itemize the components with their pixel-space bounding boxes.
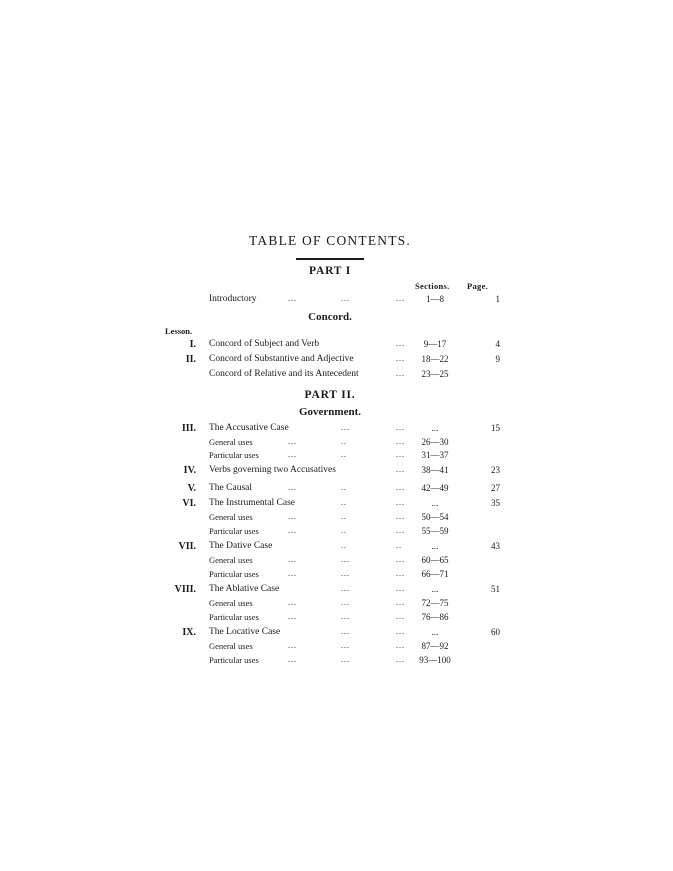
lesson-number: VI. <box>182 498 196 509</box>
leader-dots: ... <box>288 450 297 459</box>
leader-dots: ... <box>288 641 297 650</box>
leader-dots: ... <box>341 555 350 564</box>
leader-dots: ... <box>396 526 405 535</box>
leader-dots: ... <box>341 655 350 664</box>
leader-dots: .. <box>341 450 347 459</box>
leader-dots: ... <box>396 584 405 593</box>
toc-row <box>0 437 673 450</box>
entry-title: Particular uses <box>209 569 259 579</box>
section-range: 93—100 <box>419 655 451 665</box>
entry-title: Particular uses <box>209 612 259 622</box>
lesson-number: III. <box>181 423 196 434</box>
leader-dots: ... <box>341 294 350 303</box>
toc-row <box>0 339 673 352</box>
leader-dots: ... <box>396 627 405 636</box>
leader-dots: .. <box>396 541 402 550</box>
leader-dots: ... <box>396 423 405 432</box>
toc-row <box>0 294 673 307</box>
page-number: 51 <box>491 584 500 594</box>
lesson-column-label: Lesson. <box>165 326 193 336</box>
leader-dots: .. <box>341 526 347 535</box>
section-range: 23—25 <box>421 369 449 379</box>
section-range: 76—86 <box>421 612 449 622</box>
toc-row <box>0 450 673 463</box>
page-number: 60 <box>491 627 500 637</box>
title-rule <box>296 258 364 260</box>
toc-row <box>0 641 673 654</box>
leader-dots: .. <box>341 437 347 446</box>
leader-dots: ... <box>396 369 405 378</box>
leader-dots: ... <box>396 598 405 607</box>
section-range: 18—22 <box>421 354 449 364</box>
section-range: 66—71 <box>421 569 449 579</box>
entry-title: The Causal <box>209 483 253 493</box>
leader-dots: ... <box>341 423 350 432</box>
leader-dots: ... <box>341 612 350 621</box>
leader-dots: ... <box>396 498 405 507</box>
lesson-number: II. <box>185 354 196 365</box>
lesson-number: I. <box>189 339 196 350</box>
part-one-heading: PART I <box>309 265 351 277</box>
section-range: ... <box>431 627 439 637</box>
col-page-heading: Page. <box>467 281 489 291</box>
leader-dots: ... <box>396 483 405 492</box>
entry-title: Particular uses <box>209 526 259 536</box>
leader-dots: ... <box>341 627 350 636</box>
entry-title: The Dative Case <box>209 541 273 551</box>
leader-dots: ... <box>396 339 405 348</box>
entry-title: The Instrumental Case <box>209 498 296 508</box>
toc-row <box>0 369 673 382</box>
leader-dots: .. <box>341 512 347 521</box>
leader-dots: ... <box>341 641 350 650</box>
leader-dots: ... <box>396 555 405 564</box>
leader-dots: ... <box>396 641 405 650</box>
lesson-number: VII. <box>178 541 196 552</box>
toc-row <box>0 541 673 554</box>
leader-dots: ... <box>396 612 405 621</box>
toc-row <box>0 598 673 611</box>
entry-title: Particular uses <box>209 450 259 460</box>
leader-dots: .. <box>341 541 347 550</box>
toc-row <box>0 498 673 511</box>
page-number: 27 <box>491 483 500 493</box>
toc-row <box>0 483 673 496</box>
leader-dots: ... <box>341 584 350 593</box>
page-number: 43 <box>491 541 500 551</box>
entry-title: General uses <box>209 598 253 608</box>
leader-dots: ... <box>341 598 350 607</box>
toc-row <box>0 655 673 668</box>
page-number: 23 <box>491 465 500 475</box>
section-concord-heading: Concord. <box>308 311 352 323</box>
leader-dots: ... <box>288 294 297 303</box>
leader-dots: ... <box>396 465 405 474</box>
section-range: 38—41 <box>421 465 449 475</box>
leader-dots: ... <box>288 598 297 607</box>
toc-row <box>0 512 673 525</box>
leader-dots: ... <box>396 354 405 363</box>
section-range: 42—49 <box>421 483 449 493</box>
page-title: TABLE OF CONTENTS. <box>249 233 411 248</box>
toc-row <box>0 555 673 568</box>
leader-dots: ... <box>396 294 405 303</box>
leader-dots: ... <box>288 526 297 535</box>
leader-dots: ... <box>288 569 297 578</box>
section-government-heading: Government. <box>298 406 361 418</box>
section-range: ... <box>431 498 439 508</box>
section-range: 55—59 <box>421 526 449 536</box>
lesson-number: IX. <box>182 627 196 638</box>
col-sections-heading: Sections. <box>415 281 450 291</box>
leader-dots: ... <box>396 569 405 578</box>
entry-title: The Ablative Case <box>209 584 280 594</box>
section-range: 87—92 <box>421 641 449 651</box>
section-range: 60—65 <box>421 555 449 565</box>
lesson-number: IV. <box>183 465 196 476</box>
leader-dots: ... <box>288 612 297 621</box>
page-number: 1 <box>495 294 500 304</box>
leader-dots: ... <box>396 512 405 521</box>
entry-title: General uses <box>209 641 253 651</box>
leader-dots: ... <box>341 569 350 578</box>
section-range: ... <box>431 584 439 594</box>
page-number: 15 <box>491 423 500 433</box>
leader-dots: ... <box>288 483 297 492</box>
toc-row <box>0 584 673 597</box>
entry-title: The Accusative Case <box>209 423 289 433</box>
leader-dots: ... <box>396 437 405 446</box>
leader-dots: ... <box>288 437 297 446</box>
toc-row <box>0 526 673 539</box>
section-range: 1—8 <box>426 294 444 304</box>
entry-title: Concord of Substantive and Adjective <box>209 354 354 364</box>
toc-row <box>0 612 673 625</box>
section-range: 72—75 <box>421 598 449 608</box>
entry-title: Concord of Subject and Verb <box>209 339 320 349</box>
toc-row <box>0 465 673 478</box>
leader-dots: ... <box>288 655 297 664</box>
toc-row <box>0 423 673 436</box>
toc-row <box>0 354 673 367</box>
leader-dots: ... <box>288 512 297 521</box>
entry-title: General uses <box>209 555 253 565</box>
toc-row <box>0 569 673 582</box>
page-number: 35 <box>491 498 500 508</box>
entry-title: Concord of Relative and its Antecedent <box>209 369 359 379</box>
section-range: 31—37 <box>421 450 449 460</box>
section-range: ... <box>431 541 439 551</box>
leader-dots: .. <box>341 483 347 492</box>
entry-title: Introductory <box>209 294 257 304</box>
leader-dots: ... <box>288 555 297 564</box>
lesson-number: V. <box>187 483 196 494</box>
entry-title: General uses <box>209 512 253 522</box>
entry-title: Particular uses <box>209 655 259 665</box>
section-range: 26—30 <box>421 437 449 447</box>
part-two-heading: PART II. <box>304 389 356 401</box>
section-range: 50—54 <box>421 512 449 522</box>
leader-dots: ... <box>396 655 405 664</box>
leader-dots: .. <box>341 498 347 507</box>
section-range: ... <box>431 423 439 433</box>
section-range: 9—17 <box>423 339 447 349</box>
leader-dots: ... <box>396 450 405 459</box>
page-number: 4 <box>495 339 500 349</box>
lesson-number: VIII. <box>174 584 196 595</box>
page-number: 9 <box>495 354 500 364</box>
toc-row <box>0 627 673 640</box>
entry-title: General uses <box>209 437 253 447</box>
entry-title: The Locative Case <box>209 627 281 637</box>
entry-title: Verbs governing two Accusatives <box>209 465 336 475</box>
